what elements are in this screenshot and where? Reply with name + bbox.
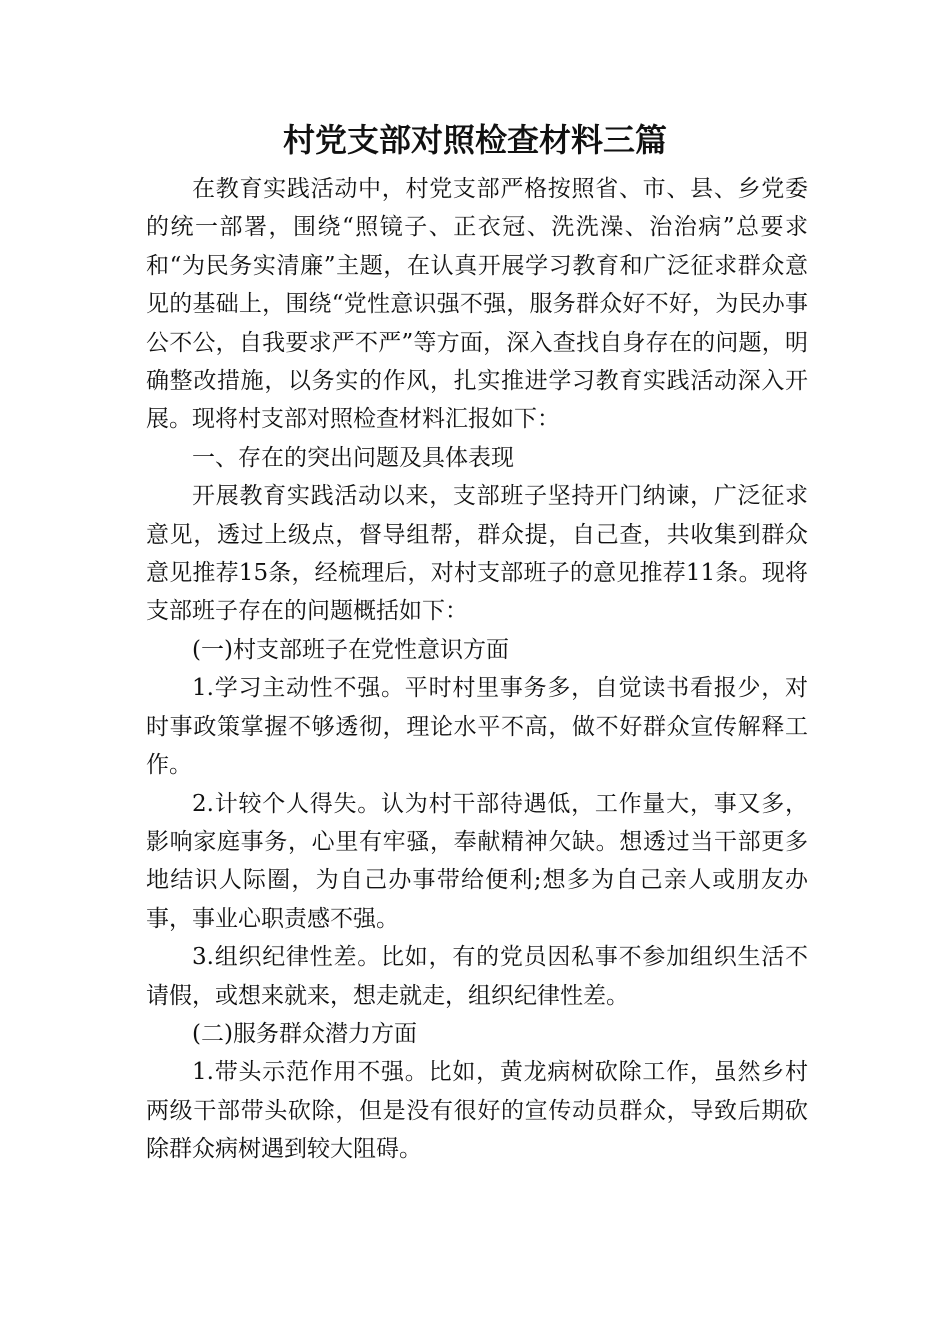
item-paragraph-2: 2.计较个人得失。认为村干部待遇低，工作量大，事又多，影响家庭事务，心里有牢骚，奉献精神欠缺。想透过当干部更多地结识人际圈，为自己办事带给便利;想多为自己亲人或朋友办事，事业心职责感不强。: [146, 790, 808, 932]
item-paragraph-3: 3.组织纪律性差。比如，有的党员因私事不参加组织生活不请假，或想来就来，想走就走，组织纪律性差。: [146, 944, 808, 1009]
document-body: [146, 170, 808, 1169]
document-title: 村党支部对照检查材料三篇: [282, 121, 667, 159]
intro-paragraph: 在教育实践活动中，村党支部严格按照省、市、县、乡党委的统一部署，围绕“照镜子、正衣冠、洗洗澡、治治病”总要求和“为民务实清廉”主题，在认真开展学习教育和广泛征求群众意见的基础上，围绕“党性意识强不强，服务群众好不好，为民办事公不公，自我要求严不严”等方面，深入查找自身存在的问题，明确整改措施，以务实的作风，扎实推进学习教育实践活动深入开展。现将村支部对照检查材料汇报如下：: [146, 176, 808, 433]
subsection-heading-2: (二)服务群众潜力方面: [192, 1020, 417, 1047]
item-paragraph-1: 1.学习主动性不强。平时村里事务多，自觉读书看报少，对时事政策掌握不够透彻，理论水平不高，做不好群众宣传解释工作。: [146, 675, 808, 779]
subsection-heading-1: (一)村支部班子在党性意识方面: [192, 636, 509, 663]
section-1-paragraph: 开展教育实践活动以来，支部班子坚持开门纳谏，广泛征求意见，透过上级点，督导组帮，群众提，自己查，共收集到群众意见推荐15条，经梳理后，对村支部班子的意见推荐11条。现将支部班子存在的问题概括如下：: [146, 483, 808, 625]
item-paragraph-4: 1.带头示范作用不强。比如，黄龙病树砍除工作，虽然乡村两级干部带头砍除，但是没有很好的宣传动员群众，导致后期砍除群众病树遇到较大阻碍。: [146, 1059, 808, 1163]
section-heading-1: 一、存在的突出问题及具体表现: [192, 444, 514, 471]
